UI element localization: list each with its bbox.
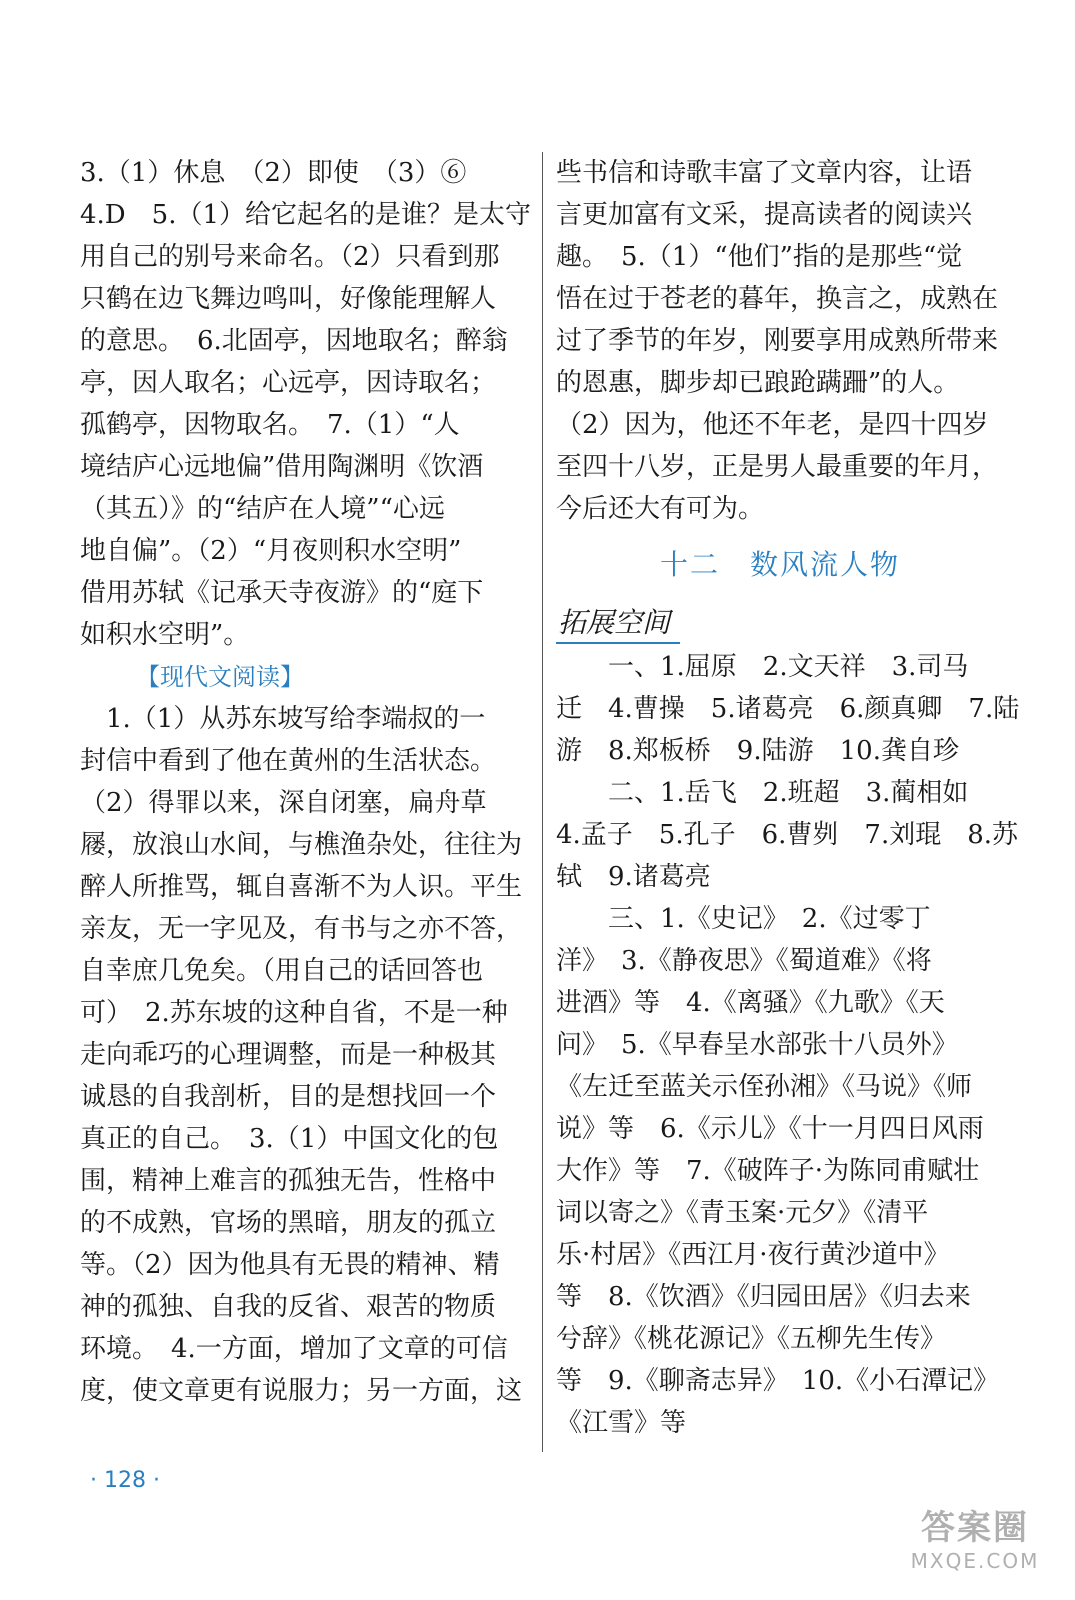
text-line: 神的孤独、自我的反省、艰苦的物质 — [80, 1292, 497, 1322]
text-line: 环境。 4.一方面，增加了文章的可信 — [80, 1334, 508, 1364]
text-line: 些书信和诗歌丰富了文章内容，让语 — [556, 158, 973, 188]
text-line: 一、1.屈原 2.文天祥 3.司马 — [556, 652, 969, 682]
text-line: 过了季节的年岁，刚要享用成熟所带来 — [556, 326, 999, 356]
text-line: 今后还大有可为。 — [556, 494, 765, 524]
text-line: 等 8.《饮酒》《归园田居》《归去来 — [556, 1282, 971, 1312]
text-line: 自幸庶几免矣。（用自己的话回答也 — [80, 956, 484, 986]
text-line: 二、1.岳飞 2.班超 3.蔺相如 — [556, 778, 969, 808]
section-tag-modern-reading: 【现代文阅读】 — [136, 663, 304, 691]
text-line: 度，使文章更有说服力；另一方面，这 — [80, 1376, 523, 1406]
text-line: 亲友，无一字见及，有书与之亦不答， — [80, 914, 523, 944]
text-line: 醉人所推骂，辄自喜渐不为人识。平生 — [80, 872, 523, 902]
text-line: 进酒》等 4.《离骚》《九歌》《天 — [556, 988, 945, 1018]
text-line: 借用苏轼《记承天寺夜游》的“庭下 — [80, 578, 484, 608]
watermark-top: 答案圈 — [921, 1508, 1029, 1548]
text-line: 言更加富有文采，提高读者的阅读兴 — [556, 200, 973, 230]
text-line: 境结庐心远地偏”借用陶渊明《饮酒 — [80, 452, 484, 482]
text-line: 4.D 5.（1）给它起名的是谁？是太守 — [80, 200, 532, 230]
text-line: 至四十八岁，正是男人最重要的年月， — [556, 452, 999, 482]
text-line: 孤鹤亭，因物取名。 7.（1）“人 — [80, 410, 460, 440]
text-line: 三、1.《史记》 2.《过零丁 — [556, 904, 931, 934]
right-text-block-a — [556, 152, 1004, 530]
text-line: （其五）》的“结庐在人境”“心远 — [80, 494, 445, 524]
chapter-title: 十二 数风流人物 — [659, 548, 900, 581]
text-line: 《左迁至蓝关示侄孙湘》《马说》《师 — [556, 1072, 973, 1102]
text-line: 屦，放浪山水间，与樵渔杂处，往往为 — [80, 830, 523, 860]
text-line: 兮辞》《桃花源记》《五柳先生传》 — [556, 1324, 947, 1354]
text-line: 《江雪》等 — [556, 1408, 687, 1438]
page-number: · 128 · — [90, 1468, 160, 1493]
column-divider — [542, 152, 543, 1452]
subhead-text: 拓展空间 — [558, 606, 671, 639]
text-line: 说》等 6.《示儿》《十一月四日风雨 — [556, 1114, 984, 1144]
text-line: 问》 5.《早春呈水部张十八员外》 — [556, 1030, 958, 1060]
text-line: 如积水空明”。 — [80, 620, 250, 650]
text-line: 围，精神上难言的孤独无告，性格中 — [80, 1166, 497, 1196]
text-line: 大作》等 7.《破阵子·为陈同甫赋壮 — [556, 1156, 980, 1186]
text-line: 真正的自己。 3.（1）中国文化的包 — [80, 1124, 499, 1154]
text-line: 词以寄之》《青玉案·元夕》《清平 — [556, 1198, 929, 1228]
text-line: 迁 4.曹操 5.诸葛亮 6.颜真卿 7.陆 — [556, 694, 1020, 724]
text-line: 的恩惠，脚步却已踉跄蹒跚”的人。 — [556, 368, 960, 398]
text-line: 亭，因人取名；心远亭，因诗取名； — [80, 368, 497, 398]
text-line: 诚恳的自我剖析，目的是想找回一个 — [80, 1082, 497, 1112]
right-column — [556, 152, 1020, 1444]
watermark-bottom: MXQE.COM — [910, 1549, 1040, 1573]
text-line: 游 8.郑板桥 9.陆游 10.龚自珍 — [556, 736, 959, 766]
left-text-block-b — [80, 698, 528, 1412]
text-line: 等。（2）因为他具有无畏的精神、精 — [80, 1250, 500, 1280]
text-line: 等 9.《聊斋志异》 10.《小石潭记》 — [556, 1366, 1000, 1396]
text-line: 轼 9.诸葛亮 — [556, 862, 711, 892]
left-column — [80, 152, 532, 1412]
text-line: 走向乖巧的心理调整，而是一种极其 — [80, 1040, 497, 1070]
text-line: 封信中看到了他在黄州的生活状态。 — [80, 746, 497, 776]
right-text-block-b — [556, 646, 1020, 1444]
text-line: 可） 2.苏东坡的这种自省，不是一种 — [80, 998, 508, 1028]
text-line: （2）因为，他还不年老，是四十四岁 — [556, 410, 989, 440]
left-text-block-a — [80, 152, 532, 656]
text-line: 洋》 3.《静夜思》《蜀道难》《将 — [556, 946, 932, 976]
watermark-logo — [900, 1500, 1050, 1573]
text-line: 3.（1）休息 （2）即使 （3）⑥ — [80, 158, 467, 188]
text-line: 用自己的别号来命名。（2）只看到那 — [80, 242, 500, 272]
text-line: 的不成熟，官场的黑暗，朋友的孤立 — [80, 1208, 497, 1238]
text-line: （2）得罪以来，深自闭塞，扁舟草 — [80, 788, 487, 818]
text-line: 4.孟子 5.孔子 6.曹刿 7.刘琨 8.苏 — [556, 820, 1019, 850]
text-line: 悟在过于苍老的暮年，换言之，成熟在 — [556, 284, 999, 314]
subhead-underline — [556, 642, 680, 644]
text-line: 的意思。 6.北固亭，因地取名；醉翁 — [80, 326, 508, 356]
text-line: 只鹤在边飞舞边鸣叫，好像能理解人 — [80, 284, 497, 314]
text-line: 1.（1）从苏东坡写给李端叔的一 — [80, 704, 486, 734]
subhead-expansion — [556, 600, 1004, 646]
text-line: 趣。 5.（1）“他们”指的是那些“觉 — [556, 242, 963, 272]
text-line: 乐·村居》《西江月·夜行黄沙道中》 — [556, 1240, 950, 1270]
text-line: 地自偏”。（2）“月夜则积水空明” — [80, 536, 462, 566]
